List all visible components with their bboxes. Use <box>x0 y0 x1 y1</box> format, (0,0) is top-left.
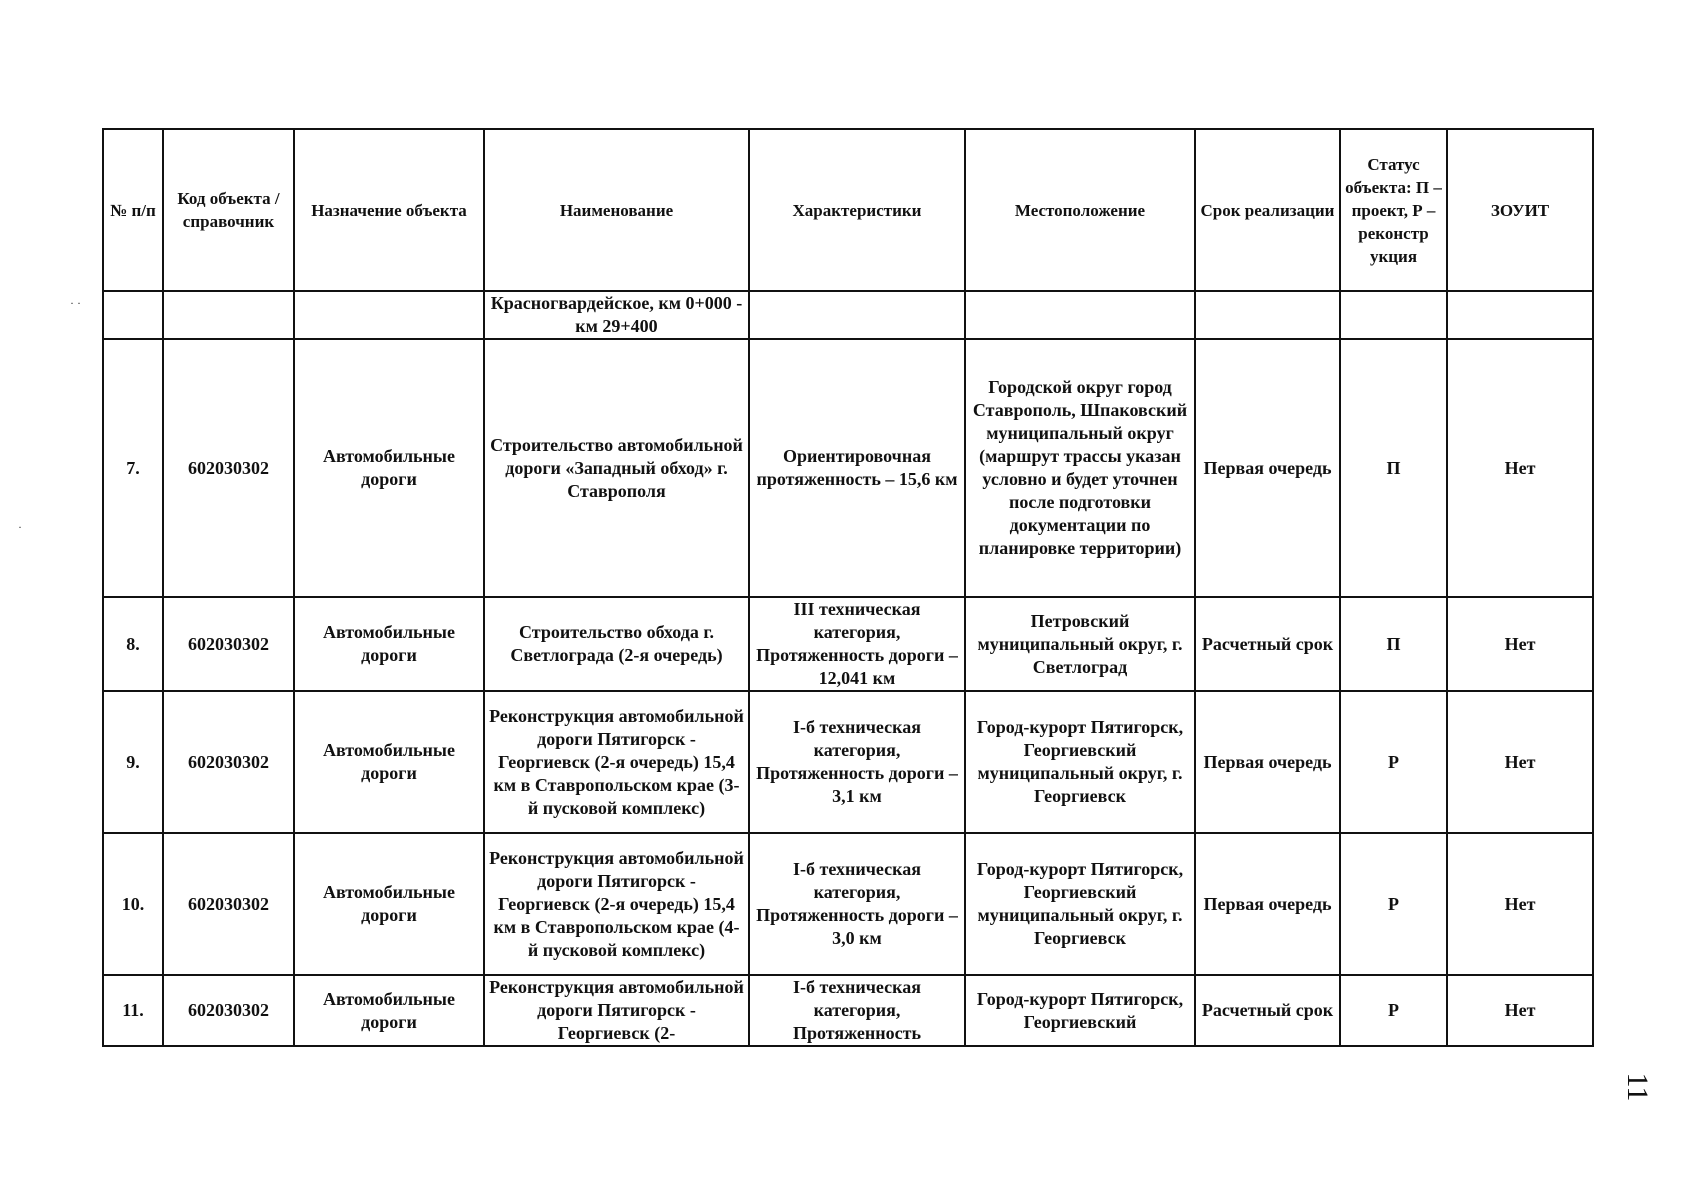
cell-code: 602030302 <box>163 833 294 975</box>
table-row <box>103 833 1593 975</box>
header-num: № п/п <box>103 129 163 291</box>
header-code: Код объекта / справочник <box>163 129 294 291</box>
cell-term: Первая очередь <box>1195 833 1340 975</box>
header-status: Статус объекта: П – проект, Р – реконстр укция <box>1340 129 1447 291</box>
cell-location: Город-курорт Пятигорск, Георгиевский муниципальный округ, г. Георгиевск <box>965 833 1195 975</box>
cell-code: 602030302 <box>163 691 294 833</box>
cell-term: Первая очередь <box>1195 339 1340 597</box>
cell-status: Р <box>1340 975 1447 1046</box>
table-row <box>103 339 1593 597</box>
cell-purpose: Автомобильные дороги <box>294 833 484 975</box>
cell-term: Первая очередь <box>1195 691 1340 833</box>
cell-purpose: Автомобильные дороги <box>294 597 484 691</box>
cell-name: Строительство автомобильной дороги «Западный обход» г. Ставрополя <box>484 339 749 597</box>
cell-purpose: Автомобильные дороги <box>294 339 484 597</box>
cell-purpose: Автомобильные дороги <box>294 691 484 833</box>
cell-zouit: Нет <box>1447 339 1593 597</box>
cell-characteristics: I-б техническая категория, Протяженность <box>749 975 965 1046</box>
table-header-row <box>103 129 1593 291</box>
cell-characteristics: I-б техническая категория, Протяженность дороги – 3,0 км <box>749 833 965 975</box>
objects-table <box>102 128 1594 1047</box>
cell-num: 8. <box>103 597 163 691</box>
cell-name: Реконструкция автомобильной дороги Пятигорск - Георгиевск (2-я очередь) 15,4 км в Ставропольском крае (3-й пусковой комплекс) <box>484 691 749 833</box>
cell-location: Городской округ город Ставрополь, Шпаковский муниципальный округ (маршрут трассы указан условно и будет уточнен после подготовки документации по планировке территории) <box>965 339 1195 597</box>
cell-status: Р <box>1340 833 1447 975</box>
cell-name: Реконструкция автомобильной дороги Пятигорск - Георгиевск (2- <box>484 975 749 1046</box>
cell-status: П <box>1340 339 1447 597</box>
cell-zouit: Нет <box>1447 691 1593 833</box>
page-number: 11 <box>1621 1072 1654 1102</box>
cell-term: Расчетный срок <box>1195 597 1340 691</box>
cell-zouit: Нет <box>1447 597 1593 691</box>
cell-num: 11. <box>103 975 163 1046</box>
header-location: Местоположение <box>965 129 1195 291</box>
cell-characteristics: III техническая категория, Протяженность дороги – 12,041 км <box>749 597 965 691</box>
cell-location: Город-курорт Пятигорск, Георгиевский муниципальный округ, г. Георгиевск <box>965 691 1195 833</box>
cell-name: Строительство обхода г. Светлограда (2-я очередь) <box>484 597 749 691</box>
table-row-continuation <box>103 291 1593 339</box>
scan-speck: · <box>18 520 22 534</box>
cell-location: Петровский муниципальный округ, г. Светлоград <box>965 597 1195 691</box>
cell-num: 7. <box>103 339 163 597</box>
cell-num: 9. <box>103 691 163 833</box>
cell-code: 602030302 <box>163 339 294 597</box>
cell-location: Город-курорт Пятигорск, Георгиевский <box>965 975 1195 1046</box>
header-zouit: ЗОУИТ <box>1447 129 1593 291</box>
cell-purpose: Автомобильные дороги <box>294 975 484 1046</box>
cell-code: 602030302 <box>163 975 294 1046</box>
header-name: Наименование <box>484 129 749 291</box>
table-row <box>103 691 1593 833</box>
cell-characteristics: I-б техническая категория, Протяженность дороги – 3,1 км <box>749 691 965 833</box>
table-row <box>103 597 1593 691</box>
cell-term: Расчетный срок <box>1195 975 1340 1046</box>
cell-num: 10. <box>103 833 163 975</box>
cell-name: Красногвардейское, км 0+000 - км 29+400 <box>484 291 749 339</box>
cell-zouit: Нет <box>1447 833 1593 975</box>
cell-zouit: Нет <box>1447 975 1593 1046</box>
cell-characteristics: Ориентировочная протяженность – 15,6 км <box>749 339 965 597</box>
header-term: Срок реализации <box>1195 129 1340 291</box>
header-characteristics: Характеристики <box>749 129 965 291</box>
cell-status: П <box>1340 597 1447 691</box>
scan-speck: · · <box>70 296 81 310</box>
cell-code: 602030302 <box>163 597 294 691</box>
table-row <box>103 975 1593 1046</box>
cell-status: Р <box>1340 691 1447 833</box>
cell-name: Реконструкция автомобильной дороги Пятигорск - Георгиевск (2-я очередь) 15,4 км в Ставропольском крае (4-й пусковой комплекс) <box>484 833 749 975</box>
header-purpose: Назначение объекта <box>294 129 484 291</box>
